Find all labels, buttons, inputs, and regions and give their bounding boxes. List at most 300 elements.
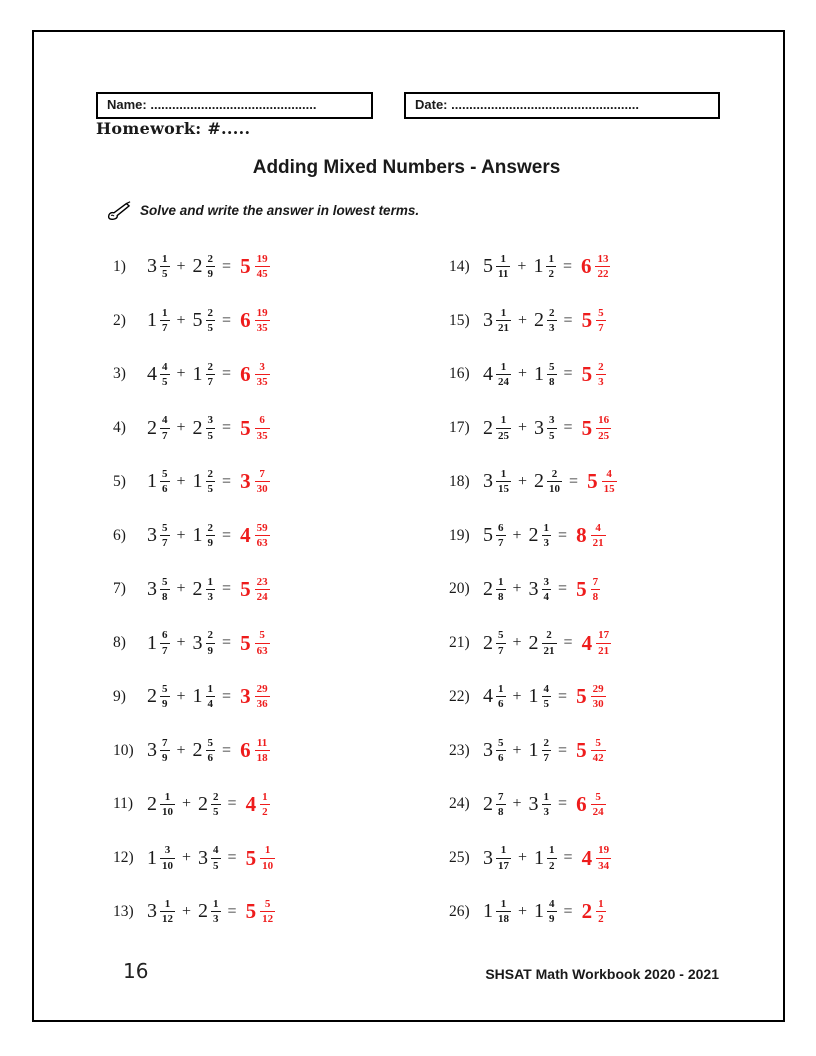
problem-row <box>113 831 275 885</box>
plus-sign: + <box>176 687 186 705</box>
fraction <box>547 467 562 497</box>
mixed-number <box>147 682 170 712</box>
equals-sign: = <box>227 795 237 813</box>
equals-sign: = <box>222 741 232 759</box>
fraction-denominator: 17 <box>498 859 509 872</box>
fraction <box>596 628 611 658</box>
mixed-number <box>483 521 506 551</box>
fraction <box>211 843 221 873</box>
answer-mixed-number <box>240 467 270 497</box>
fraction-numerator: 1 <box>496 306 511 321</box>
fraction <box>206 521 216 551</box>
whole-number: 3 <box>534 416 545 439</box>
problem-row <box>449 778 617 832</box>
mixed-number <box>483 628 506 658</box>
problems-column-right <box>449 240 617 939</box>
fraction-numerator: 3 <box>542 575 552 590</box>
problem-row <box>113 778 275 832</box>
fraction-denominator: 9 <box>162 698 168 711</box>
fraction <box>496 521 506 551</box>
plus-sign: + <box>518 311 528 329</box>
whole-number: 1 <box>534 846 545 869</box>
fraction-denominator: 5 <box>213 859 219 872</box>
problem-number: 19) <box>449 526 470 544</box>
instruction-line <box>107 201 419 220</box>
whole-number: 4 <box>483 685 493 708</box>
equals-sign: = <box>222 419 232 437</box>
whole-number: 1 <box>192 470 203 493</box>
fraction <box>596 843 611 873</box>
whole-number: 1 <box>147 309 157 332</box>
fraction-numerator: 4 <box>547 897 557 912</box>
fraction-numerator: 2 <box>211 790 221 805</box>
fraction <box>255 360 270 390</box>
fraction-denominator: 7 <box>543 752 550 765</box>
fraction-denominator: 10 <box>262 859 274 872</box>
fraction-numerator: 23 <box>255 575 270 590</box>
problem-number: 13) <box>113 902 134 920</box>
mixed-number <box>529 575 552 605</box>
problem-number: 20) <box>449 580 470 598</box>
answer-mixed-number <box>576 575 600 605</box>
whole-number: 1 <box>192 524 203 547</box>
mixed-number <box>147 790 175 820</box>
fraction-numerator: 6 <box>496 521 506 536</box>
fraction-numerator: 3 <box>547 413 557 428</box>
fraction-denominator: 6 <box>162 483 168 496</box>
fraction-denominator: 5 <box>543 698 550 711</box>
fraction-numerator: 2 <box>206 306 216 321</box>
fraction-numerator: 1 <box>547 843 557 858</box>
fraction <box>596 306 606 336</box>
equals-sign: = <box>558 795 568 813</box>
equals-sign: = <box>222 580 232 598</box>
answer-mixed-number <box>240 682 270 712</box>
whole-number: 5 <box>581 415 593 440</box>
whole-number: 3 <box>483 846 493 869</box>
fraction-denominator: 21 <box>592 537 604 550</box>
plus-sign: + <box>512 687 522 705</box>
problem-number: 14) <box>449 257 470 275</box>
fraction <box>160 628 170 658</box>
fraction-numerator: 5 <box>160 575 170 590</box>
fraction-numerator: 1 <box>542 790 552 805</box>
answer-mixed-number <box>576 790 606 820</box>
mixed-number <box>483 360 511 390</box>
fraction-numerator: 5 <box>160 682 170 697</box>
fraction-denominator: 3 <box>543 537 550 550</box>
whole-number: 5 <box>240 576 251 601</box>
whole-number: 4 <box>483 362 493 385</box>
fraction-numerator: 5 <box>160 467 170 482</box>
fraction <box>591 736 606 766</box>
fraction-numerator: 4 <box>602 467 617 482</box>
fraction-denominator: 9 <box>207 268 214 281</box>
fraction <box>255 467 270 497</box>
fraction-denominator: 21 <box>543 644 555 657</box>
fraction <box>255 306 270 336</box>
problem-number: 4) <box>113 419 126 437</box>
equals-sign: = <box>222 634 232 652</box>
equals-sign: = <box>558 526 568 544</box>
fraction-denominator: 7 <box>162 429 168 442</box>
fraction-denominator: 3 <box>207 590 214 603</box>
fraction-numerator: 2 <box>206 360 216 375</box>
mixed-number <box>193 575 216 605</box>
fraction <box>260 897 275 927</box>
fraction-denominator: 5 <box>207 483 214 496</box>
equals-sign: = <box>558 741 568 759</box>
plus-sign: + <box>518 365 528 383</box>
mixed-number <box>193 521 216 551</box>
answer-mixed-number <box>240 628 270 658</box>
fraction-numerator: 7 <box>496 790 506 805</box>
whole-number: 5 <box>483 255 493 278</box>
problem-row <box>113 563 275 617</box>
mixed-number <box>534 467 562 497</box>
mixed-number <box>147 306 170 336</box>
fraction-denominator: 45 <box>256 268 268 281</box>
mixed-number <box>193 467 216 497</box>
mixed-number <box>147 413 170 443</box>
fraction-denominator: 8 <box>549 375 555 388</box>
fraction-numerator: 5 <box>206 736 216 751</box>
name-field-label: Name: .............................................. <box>107 97 317 112</box>
fraction <box>496 736 506 766</box>
whole-number: 1 <box>192 685 203 708</box>
fraction-denominator: 15 <box>603 483 615 496</box>
problem-row <box>113 401 275 455</box>
equals-sign: = <box>563 365 573 383</box>
fraction-numerator: 1 <box>496 682 506 697</box>
whole-number: 5 <box>581 308 593 333</box>
fraction <box>591 682 606 712</box>
fraction <box>160 413 170 443</box>
mixed-number <box>483 790 506 820</box>
whole-number: 3 <box>483 309 493 332</box>
fraction-numerator: 1 <box>206 575 216 590</box>
answer-mixed-number <box>582 360 606 390</box>
fraction-denominator: 5 <box>162 268 168 281</box>
fraction-numerator: 16 <box>596 413 611 428</box>
fraction-numerator: 2 <box>547 467 562 482</box>
fraction-denominator: 24 <box>498 375 509 388</box>
fraction-numerator: 4 <box>542 682 552 697</box>
answer-mixed-number <box>582 843 612 873</box>
whole-number: 3 <box>192 631 203 654</box>
plus-sign: + <box>176 580 186 598</box>
problem-number: 24) <box>449 795 470 813</box>
fraction-numerator: 7 <box>591 575 601 590</box>
mixed-number <box>147 521 170 551</box>
mixed-number <box>529 521 552 551</box>
whole-number: 1 <box>147 846 157 869</box>
fraction-numerator: 2 <box>542 628 557 643</box>
mixed-number <box>529 790 552 820</box>
fraction-denominator: 63 <box>256 537 268 550</box>
fraction-numerator: 1 <box>496 843 511 858</box>
mixed-number <box>198 843 221 873</box>
problem-number: 5) <box>113 472 126 490</box>
whole-number: 2 <box>483 631 493 654</box>
whole-number: 3 <box>240 469 251 494</box>
fraction-numerator: 29 <box>255 682 270 697</box>
answer-mixed-number <box>240 736 270 766</box>
fraction <box>160 790 175 820</box>
problem-number: 26) <box>449 902 470 920</box>
whole-number: 5 <box>245 899 257 924</box>
fraction <box>542 521 552 551</box>
fraction-numerator: 2 <box>206 467 216 482</box>
equals-sign: = <box>222 365 232 383</box>
fraction-denominator: 2 <box>549 859 555 872</box>
problem-number: 23) <box>449 741 470 759</box>
fraction-denominator: 10 <box>162 859 173 872</box>
answer-mixed-number <box>576 736 606 766</box>
answer-mixed-number <box>240 521 270 551</box>
fraction-denominator: 35 <box>256 375 268 388</box>
fraction-numerator: 1 <box>160 252 170 267</box>
fraction-denominator: 36 <box>256 698 268 711</box>
plus-sign: + <box>518 472 528 490</box>
fraction-denominator: 7 <box>207 375 214 388</box>
fraction <box>160 575 170 605</box>
fraction <box>596 413 611 443</box>
answer-mixed-number <box>587 467 617 497</box>
plus-sign: + <box>182 795 192 813</box>
plus-sign: + <box>176 365 186 383</box>
problem-number: 8) <box>113 634 126 652</box>
equals-sign: = <box>222 257 232 275</box>
fraction-denominator: 5 <box>162 375 168 388</box>
fraction-denominator: 10 <box>549 483 561 496</box>
fraction-numerator: 19 <box>255 306 270 321</box>
fraction <box>496 843 511 873</box>
whole-number: 2 <box>534 309 545 332</box>
fraction-denominator: 42 <box>592 752 604 765</box>
whole-number: 3 <box>483 470 493 493</box>
problem-number: 9) <box>113 687 126 705</box>
fraction <box>206 575 216 605</box>
fraction-denominator: 3 <box>543 805 550 818</box>
whole-number: 2 <box>192 255 203 278</box>
fraction-numerator: 5 <box>496 628 506 643</box>
fraction-denominator: 7 <box>162 322 168 335</box>
fraction-denominator: 30 <box>592 698 604 711</box>
fraction <box>206 413 216 443</box>
fraction-numerator: 1 <box>160 897 175 912</box>
fraction-numerator: 4 <box>160 413 170 428</box>
fraction <box>255 575 270 605</box>
mixed-number <box>193 306 216 336</box>
page-title: Adding Mixed Numbers - Answers <box>252 157 561 178</box>
mixed-number <box>483 682 506 712</box>
fraction <box>496 682 506 712</box>
whole-number: 5 <box>576 576 587 601</box>
plus-sign: + <box>176 472 186 490</box>
fraction-denominator: 3 <box>598 375 604 388</box>
problem-row <box>449 294 617 348</box>
fraction-denominator: 3 <box>213 913 219 926</box>
fraction <box>206 467 216 497</box>
whole-number: 1 <box>528 685 539 708</box>
fraction-numerator: 7 <box>255 467 270 482</box>
answer-mixed-number <box>246 790 270 820</box>
answer-mixed-number <box>582 413 612 443</box>
fraction <box>255 252 270 282</box>
plus-sign: + <box>518 902 528 920</box>
fraction-numerator: 1 <box>206 682 216 697</box>
equals-sign: = <box>569 472 579 490</box>
answer-mixed-number <box>246 897 276 927</box>
fraction-numerator: 2 <box>206 521 216 536</box>
fraction-denominator: 7 <box>162 644 168 657</box>
fraction <box>255 736 270 766</box>
fraction-numerator: 1 <box>496 897 511 912</box>
problem-row <box>113 724 275 778</box>
mixed-number <box>147 843 175 873</box>
plus-sign: + <box>512 795 522 813</box>
fraction <box>255 413 270 443</box>
fraction <box>547 843 557 873</box>
equals-sign: = <box>563 902 573 920</box>
equals-sign: = <box>227 902 237 920</box>
fraction <box>160 252 170 282</box>
whole-number: 1 <box>147 631 157 654</box>
problem-row <box>113 240 275 294</box>
plus-sign: + <box>512 741 522 759</box>
answer-mixed-number <box>240 306 270 336</box>
problem-number: 6) <box>113 526 126 544</box>
fraction-denominator: 4 <box>543 590 550 603</box>
fraction-numerator: 17 <box>596 628 611 643</box>
fraction-denominator: 24 <box>256 590 268 603</box>
mixed-number <box>483 467 511 497</box>
date-field <box>404 92 720 119</box>
plus-sign: + <box>176 311 186 329</box>
fraction-numerator: 3 <box>255 360 270 375</box>
whole-number: 3 <box>528 792 539 815</box>
fraction-numerator: 6 <box>160 628 170 643</box>
fraction-numerator: 2 <box>596 360 606 375</box>
fraction-numerator: 5 <box>160 521 170 536</box>
fraction <box>591 575 601 605</box>
fraction-numerator: 5 <box>547 360 557 375</box>
fraction-numerator: 3 <box>160 843 175 858</box>
fraction-denominator: 9 <box>549 913 555 926</box>
whole-number: 2 <box>192 739 203 762</box>
problems-column-left <box>113 240 275 939</box>
plus-sign: + <box>176 741 186 759</box>
whole-number: 3 <box>147 255 157 278</box>
fraction <box>596 897 606 927</box>
whole-number: 5 <box>240 630 251 655</box>
answer-mixed-number <box>246 843 276 873</box>
answer-mixed-number <box>240 252 270 282</box>
plus-sign: + <box>512 526 522 544</box>
mixed-number <box>483 306 511 336</box>
plus-sign: + <box>512 634 522 652</box>
whole-number: 4 <box>240 523 251 548</box>
fraction <box>547 897 557 927</box>
problem-number: 7) <box>113 580 126 598</box>
fraction-numerator: 6 <box>255 413 270 428</box>
whole-number: 6 <box>240 738 251 763</box>
mixed-number <box>533 252 556 282</box>
fraction-numerator: 1 <box>211 897 221 912</box>
fraction-denominator: 6 <box>498 698 504 711</box>
plus-sign: + <box>176 419 186 437</box>
instruction-text: Solve and write the answer in lowest terms. <box>140 203 420 218</box>
fraction-numerator: 1 <box>596 897 606 912</box>
fraction <box>160 897 175 927</box>
mixed-number <box>193 360 216 390</box>
mixed-number <box>147 467 170 497</box>
fraction <box>496 413 511 443</box>
problem-row <box>449 348 617 402</box>
fraction-denominator: 24 <box>592 805 604 818</box>
whole-number: 2 <box>147 685 157 708</box>
fraction <box>206 736 216 766</box>
whole-number: 2 <box>192 577 203 600</box>
whole-number: 1 <box>528 739 539 762</box>
fraction-numerator: 5 <box>255 628 270 643</box>
plus-sign: + <box>182 902 192 920</box>
fraction-numerator: 4 <box>591 521 606 536</box>
fraction-denominator: 4 <box>207 698 214 711</box>
fraction <box>542 575 552 605</box>
fraction-denominator: 21 <box>498 322 509 335</box>
fraction-denominator: 34 <box>598 859 610 872</box>
fraction <box>496 360 511 390</box>
page-number: 16 <box>123 959 149 983</box>
whole-number: 4 <box>581 845 593 870</box>
fraction-denominator: 11 <box>498 268 509 281</box>
fraction <box>211 897 221 927</box>
fraction-numerator: 4 <box>160 360 170 375</box>
fraction <box>255 521 270 551</box>
plus-sign: + <box>518 849 528 867</box>
fraction <box>160 682 170 712</box>
answer-mixed-number <box>240 413 270 443</box>
fraction-denominator: 25 <box>498 429 509 442</box>
mixed-number <box>529 682 552 712</box>
fraction-denominator: 8 <box>498 590 504 603</box>
plus-sign: + <box>176 526 186 544</box>
fraction-denominator: 30 <box>256 483 268 496</box>
mixed-number <box>147 736 170 766</box>
plus-sign: + <box>518 419 528 437</box>
fraction <box>496 628 506 658</box>
problem-row <box>449 509 617 563</box>
plus-sign: + <box>182 849 192 867</box>
plus-sign: + <box>176 257 186 275</box>
fraction-denominator: 5 <box>207 429 214 442</box>
mixed-number <box>534 843 557 873</box>
fraction <box>542 682 552 712</box>
whole-number: 2 <box>198 792 209 815</box>
whole-number: 3 <box>198 846 209 869</box>
fraction-numerator: 2 <box>542 736 552 751</box>
fraction <box>496 575 506 605</box>
whole-number: 5 <box>581 361 593 386</box>
fraction-denominator: 2 <box>598 913 604 926</box>
whole-number: 5 <box>245 845 257 870</box>
equals-sign: = <box>562 257 572 275</box>
answer-mixed-number <box>576 682 606 712</box>
mixed-number <box>483 252 510 282</box>
fraction-denominator: 6 <box>498 752 504 765</box>
